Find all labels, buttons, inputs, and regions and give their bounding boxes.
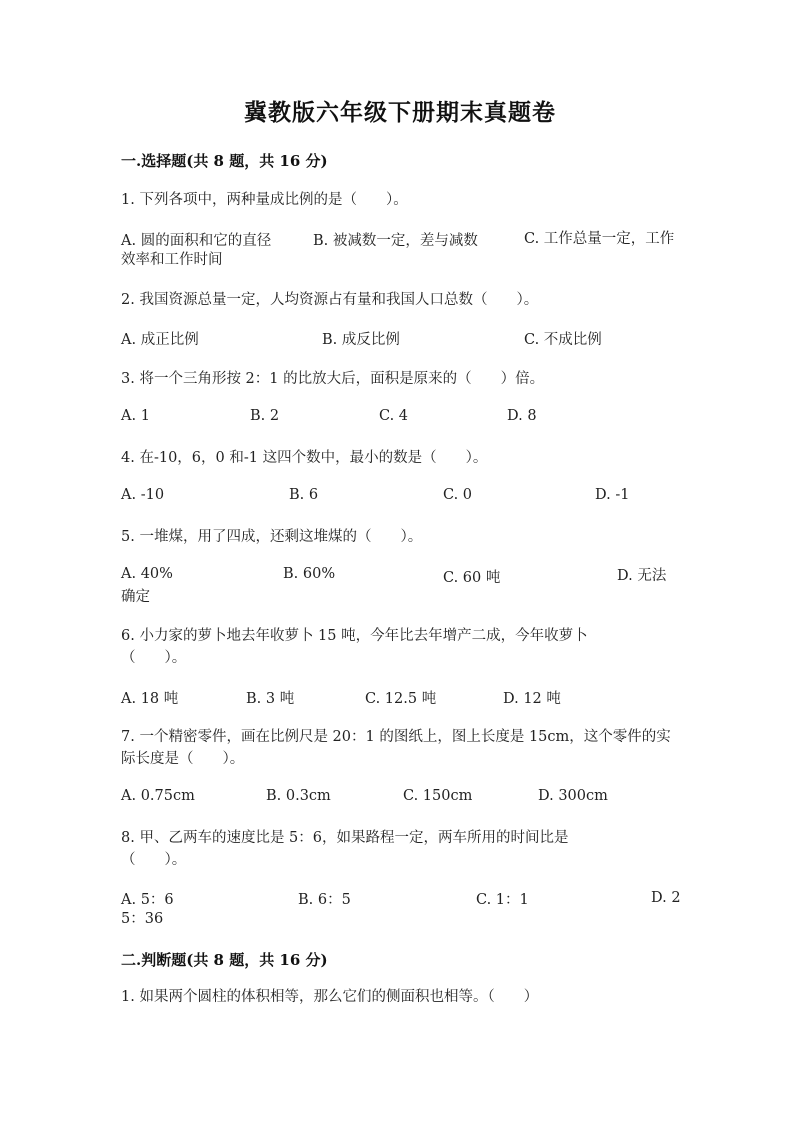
option-d: D. 8 — [507, 408, 537, 424]
option-d: D. -1 — [595, 487, 630, 503]
option-a: A. 5：6 — [121, 892, 174, 908]
option-a: A. -10 — [121, 487, 165, 503]
question-stem: 6. 小力家的萝卜地去年收萝卜 15 吨，今年比去年增产二成，今年收萝卜（ ）。 — [121, 628, 588, 666]
question-stem: 1. 下列各项中，两种量成比例的是（ ）。 — [121, 192, 408, 208]
option-a: A. 成正比例 — [121, 332, 199, 348]
option-a: A. 0.75cm — [121, 788, 195, 804]
option-c: C. 工作总量一定，工作效率和工作时间 — [121, 231, 675, 268]
option-b: B. 被减数一定，差与减数 — [313, 233, 478, 249]
option-d: D. 12 吨 — [503, 691, 561, 707]
option-c: C. 60 吨 — [443, 570, 501, 586]
option-b: B. 3 吨 — [246, 691, 295, 707]
question-stem: 3. 将一个三角形按 2：1 的比放大后，面积是原来的（ ）倍。 — [121, 371, 545, 387]
option-a: A. 40% — [121, 566, 173, 582]
option-c: C. 1：1 — [476, 892, 529, 908]
section-heading-judgement: 二.判断题(共 8 题，共 16 分) — [121, 951, 328, 969]
option-d: D. 无法确定 — [121, 568, 667, 605]
question-stem: 4. 在-10，6，0 和-1 这四个数中，最小的数是（ ）。 — [121, 450, 488, 466]
option-c: C. 150cm — [403, 788, 473, 804]
option-d: D. 300cm — [538, 788, 608, 804]
option-a: A. 圆的面积和它的直径 — [121, 233, 272, 249]
option-c: C. 0 — [443, 487, 473, 503]
option-b: B. 60% — [283, 566, 336, 582]
option-a: A. 1 — [121, 408, 150, 424]
option-c: C. 12.5 吨 — [365, 691, 437, 707]
option-d: D. 25：36 — [121, 890, 681, 927]
question-stem: 2. 我国资源总量一定，人均资源占有量和我国人口总数（ ）。 — [121, 292, 539, 308]
option-b: B. 成反比例 — [322, 332, 400, 348]
option-b: B. 6 — [289, 487, 319, 503]
option-a: A. 18 吨 — [121, 691, 179, 707]
option-b: B. 2 — [250, 408, 280, 424]
question-stem: 7. 一个精密零件，画在比例尺是 20：1 的图纸上，图上长度是 15cm，这个零件的实际长度是（ ）。 — [121, 729, 671, 767]
option-b: B. 0.3cm — [266, 788, 331, 804]
option-b: B. 6：5 — [298, 892, 351, 908]
option-c: C. 4 — [379, 408, 409, 424]
question-stem: 1. 如果两个圆柱的体积相等，那么它们的侧面积也相等。（ ） — [121, 989, 539, 1005]
section-heading-choice: 一.选择题(共 8 题，共 16 分) — [121, 152, 328, 170]
page-title: 冀教版六年级下册期末真题卷 — [244, 99, 556, 126]
question-stem: 8. 甲、乙两车的速度比是 5：6，如果路程一定，两车所用的时间比是（ ）。 — [121, 830, 569, 868]
option-c: C. 不成比例 — [524, 332, 602, 348]
question-stem: 5. 一堆煤，用了四成，还剩这堆煤的（ ）。 — [121, 529, 423, 545]
